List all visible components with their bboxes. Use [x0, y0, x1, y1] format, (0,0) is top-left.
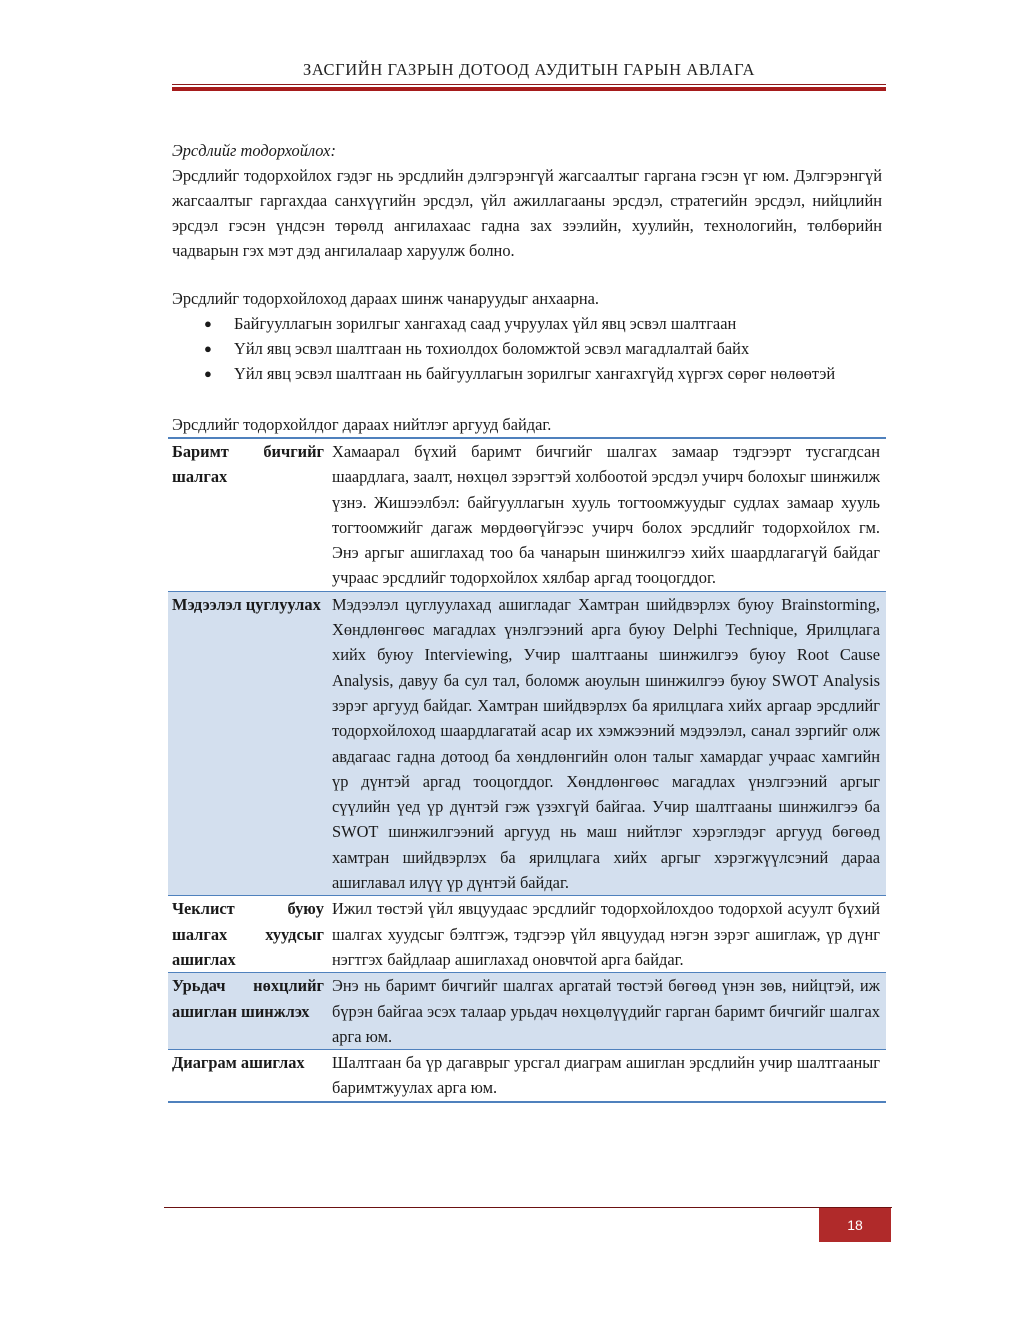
page-number-badge [819, 1208, 891, 1242]
table-row [168, 438, 886, 591]
intro-paragraph: Эрсдлийг тодорхойлох гэдэг нь эрсдлийн дэлгэрэнгүй жагсаалтыг гаргана гэсэн үг юм. Дэлгэрэнгүй жагсаалтыг гаргахдаа санхүүгийн эрсдэл, үйл ажиллагааны эрсдэл, стратегийн эрсдэл, нийцлийн эрсдэл гэсэн үндсэн төрөлд ангилахаас гадна зах зээлийн, хуулийн, технологийн, төлбөрийн чадварын гэх мэт дэд ангилалаар харуулж болно. [172, 166, 882, 260]
header-divider-thin [172, 84, 886, 85]
method-description: Ижил төстэй үйл явцуудаас эрсдлийг тодорхойлохдоо тодорхой асуулт бүхий шалгах хуудсыг бэлтгэж, тэдгээр үйл явцуудад нэгэн зэрэг ашиглаж, үр дүнг нэгтгэх байдлаар ашиглахад оновчтой арга байдаг. [332, 899, 880, 969]
methods-lead-paragraph: Эрсдлийг тодорхойлдог дараах нийтлэг аргууд байдаг. [172, 415, 552, 434]
bullet-dot-icon: ● [204, 341, 212, 356]
attention-lead-paragraph: Эрсдлийг тодорхойлоход дараах шинж чанаруудыг анхаарна. [172, 289, 600, 308]
method-description: Хамаарал бүхий баримт бичгийг шалгах замаар тэдгээрт тусгагдсан шаардлага, заалт, нөхцөл зэрэгтэй холбоотой эрсдэл учирч болохыг шинжилж үзнэ. Жишээлбэл: байгууллагын хууль тогтоомжуудыг судлах замаар хууль тогтоомжийг дагаж мөрдөөгүйгээс учирч болох эрсдлийг тодорхойлох гм. Энэ аргыг ашиглахад тоо ба чанарын шинжилгээ хийх шаардлагагүй байдаг учраас эрсдлийг тодорхойлох хялбар аргад тооцогддог. [332, 442, 880, 588]
bullet-text: Үйл явц эсвэл шалтгаан нь байгууллагын зорилгыг хангахгүйд хүргэх сөрөг нөлөөтэй [234, 364, 836, 383]
table-row [168, 973, 886, 1050]
page-number: 18 [847, 1217, 863, 1233]
bullet-text: Үйл явц эсвэл шалтгаан нь тохиолдох боломжтой эсвэл магадлалтай байх [234, 339, 750, 358]
method-term: Мэдээлэл цуглуулах [168, 591, 328, 896]
method-description: Энэ нь баримт бичгийг шалгах аргатай төстэй бөгөөд үнэн зөв, нийцтэй, иж бүрэн байгаа эсэх талаар урьдач нөхцөлүүдийг гарган баримт бичгийг шалгах арга юм. [328, 973, 886, 1050]
attention-bullet-list [172, 311, 882, 386]
section-heading: Эрсдлийг тодорхойлох: [172, 141, 336, 160]
methods-table [168, 437, 886, 1103]
bullet-dot-icon: ● [204, 366, 212, 381]
method-term: Диаграм ашиглах [172, 1053, 305, 1073]
table-row [168, 591, 886, 896]
bullet-text: Байгууллагын зорилгыг хангахад саад учруулах үйл явц эсвэл шалтгаан [234, 314, 737, 333]
table-row [168, 1050, 886, 1102]
method-description: Мэдээлэл цуглуулахад ашигладаг Хамтран шийдвэрлэх буюу Brainstorming, Хөндлөнгөөс магадлах үнэлгээний арга буюу Delphi Technique, Ярилцлага хийх буюу Interviewing, Учир шалтгааны шинжилгээ буюу Root Cause Analysis, давуу ба сул тал, боломж аюулын шинжилгээ буюу SWOT Analysis зэрэг аргууд байдаг. Хамтран шийдвэрлэх ба ярилцлага хийх аргаар эрсдлийг тодорхойлоход шаардлагатай асар их хэмжээний мэдээлэл, санал зэргийг олж авдагаас гадна дотоод ба хөндлөнгийн олон талыг хамардаг учраас хамгийн үр дүнтэй аргад тооцогддог. Хөндлөнгөөс магадлах үнэлгээний аргыг сүүлийн үед үр дүнтэй гэж үзэхгүй байгаа. Учир шалтгааны шинжилгээ ба SWOT шинжилгээний аргууд нь маш нийтлэг хэрэглэдэг аргууд бөгөөд хамтран шийдвэрлэх ба ярилцлага хийх аргыг хэрэгжүүлсэний дараа ашиглавал илүү үр дүнтэй байдаг. [328, 591, 886, 896]
method-term: Чеклист буюу шалгах хуудсыг ашиглах [172, 899, 324, 969]
method-term: Баримт бичгийг шалгах [172, 442, 324, 487]
header-divider-thick [172, 87, 886, 91]
bullet-dot-icon: ● [204, 316, 212, 331]
method-term: Урьдач нөхцлийг ашиглан шинжлэх [168, 973, 328, 1050]
footer-divider [164, 1207, 892, 1208]
bullet-item [204, 361, 882, 386]
bullet-item [204, 336, 882, 361]
page-header-title: ЗАСГИЙН ГАЗРЫН ДОТООД АУДИТЫН ГАРЫН АВЛАГА [302, 60, 755, 79]
table-row [168, 896, 886, 973]
method-description: Шалтгаан ба үр дагаврыг урсгал диаграм ашиглан эрсдлийн учир шалтгааныг баримтжуулах арга юм. [332, 1053, 880, 1098]
page-body [172, 138, 882, 1103]
bullet-item [204, 311, 882, 336]
